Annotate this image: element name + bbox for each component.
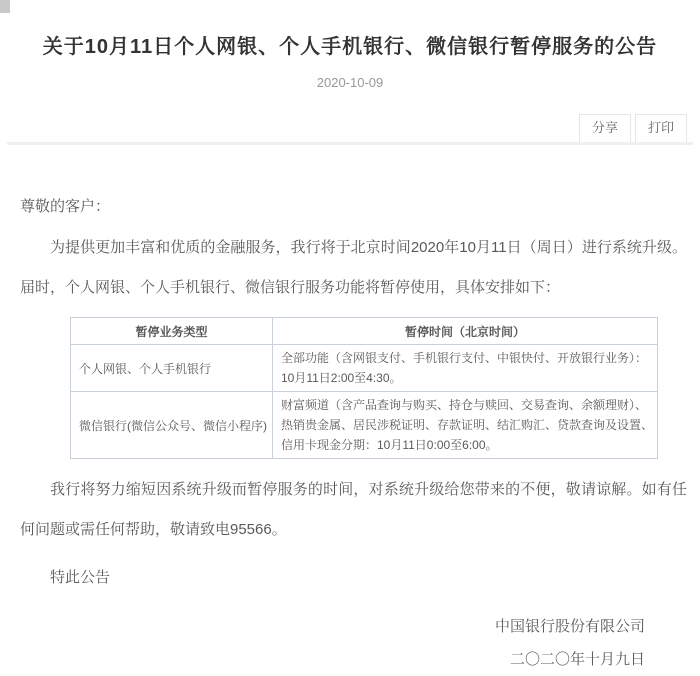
signature-date: 二〇二〇年十月九日 <box>509 651 645 668</box>
business-type-cell: 个人网银、个人手机银行 <box>71 345 273 392</box>
suspend-time-cell <box>273 345 658 392</box>
company-signature: 中国银行股份有限公司 <box>494 618 645 635</box>
document-header <box>0 0 700 90</box>
time-line: 热销贵金属、居民涉税证明、存款证明、结汇购汇、贷款查询及设置、 <box>281 418 654 432</box>
toolbar <box>0 114 700 142</box>
table-row <box>71 345 658 392</box>
page-title: 关于10月11日个人网银、个人手机银行、微信银行暂停服务的公告 <box>42 36 658 58</box>
suspension-schedule-table <box>70 317 658 459</box>
signature-block <box>20 610 687 676</box>
suspend-time-cell <box>273 392 658 459</box>
column-header-suspend-time: 暂停时间（北京时间） <box>273 318 658 345</box>
page-corner-artifact <box>0 0 10 13</box>
announcement-body <box>0 145 700 676</box>
salutation: 尊敬的客户： <box>20 198 111 215</box>
closing-paragraph: 我行将努力缩短因系统升级而暂停服务的时间，对系统升级给您带来的不便，敬请谅解。如有任何问题或需任何帮助，敬请致电95566。 <box>20 481 687 538</box>
column-header-business-type: 暂停业务类型 <box>71 318 273 345</box>
table-header-row <box>71 318 658 345</box>
announcement-line: 特此公告 <box>50 569 111 586</box>
time-line: 财富频道（含产品查询与购买、持仓与赎回、交易查询、余额理财）、 <box>281 398 648 412</box>
publish-date: 2020-10-09 <box>316 75 384 90</box>
intro-paragraph: 为提供更加丰富和优质的金融服务，我行将于北京时间2020年10月11日（周日）进行系统升级。届时，个人网银、个人手机银行、微信银行服务功能将暂停使用，具体安排如下： <box>20 239 687 296</box>
print-button[interactable]: 打印 <box>635 114 687 142</box>
share-button[interactable]: 分享 <box>579 114 631 142</box>
time-line: 10月11日2:00至4:30。 <box>281 371 402 385</box>
business-type-cell: 微信银行(微信公众号、微信小程序) <box>71 392 273 459</box>
time-line: 信用卡现金分期：10月11日0:00至6:00。 <box>281 438 498 452</box>
time-line: 全部功能（含网银支付、手机银行支付、中银快付、开放银行业务）： <box>281 351 648 365</box>
table-row <box>71 392 658 459</box>
